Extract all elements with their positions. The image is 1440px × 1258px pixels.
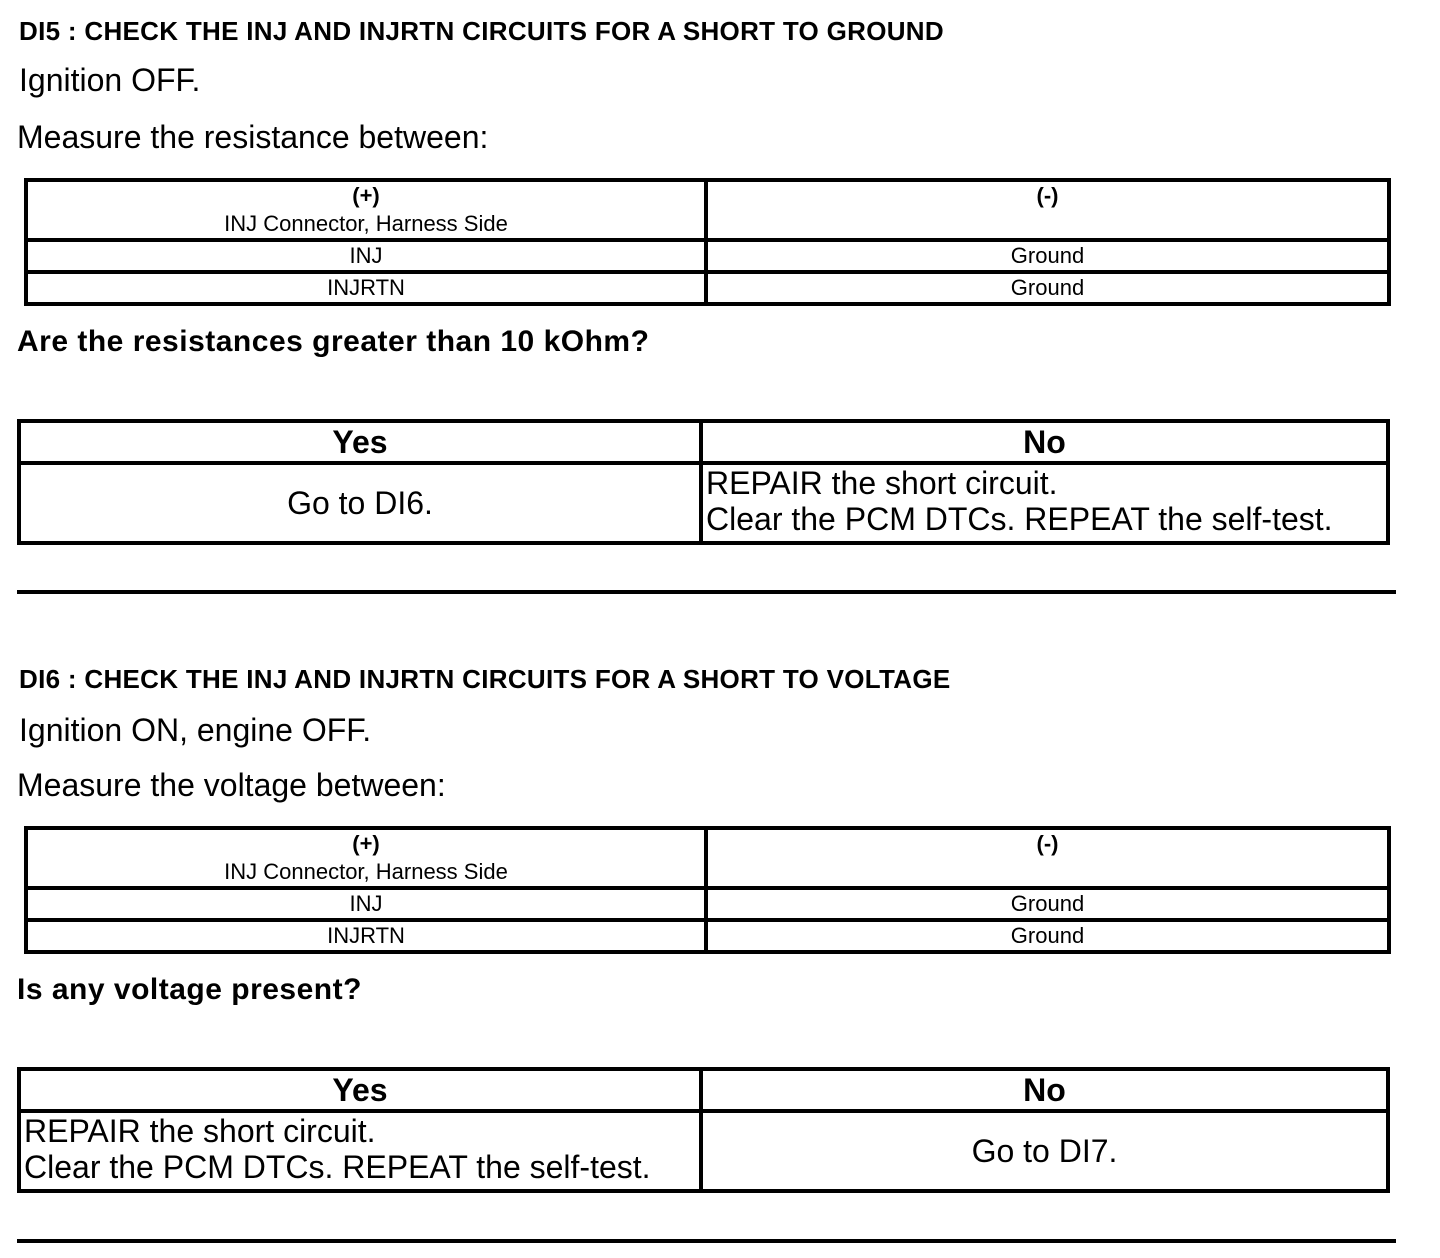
answer-header-row	[19, 421, 1388, 463]
answer-row	[19, 463, 1388, 543]
no-action	[701, 1111, 1388, 1191]
answer-row	[19, 1111, 1388, 1191]
table-row	[26, 240, 1389, 272]
table-row	[26, 272, 1389, 304]
minus-header-cell	[706, 828, 1389, 888]
yes-action-text: Go to DI6.	[287, 484, 433, 521]
di6-title: DI6 : CHECK THE INJ AND INJRTN CIRCUITS FOR A SHORT TO VOLTAGE	[19, 664, 951, 694]
minus-cell: Ground	[706, 920, 1389, 952]
yes-action-line: Clear the PCM DTCs. REPEAT the self-test.	[24, 1149, 651, 1185]
plus-cell: INJ	[26, 888, 706, 920]
table-header-row	[26, 828, 1389, 888]
plus-cell: INJ	[26, 240, 706, 272]
no-action-line: Clear the PCM DTCs. REPEAT the self-test.	[706, 501, 1333, 537]
yes-action-line: REPAIR the short circuit.	[24, 1113, 376, 1149]
di5-step: Ignition OFF.	[19, 62, 201, 98]
minus-cell: Ground	[706, 240, 1389, 272]
answer-header-row	[19, 1069, 1388, 1111]
table-header-row	[26, 180, 1389, 240]
di5-answer-table	[17, 419, 1390, 545]
yes-header: Yes	[19, 1069, 701, 1111]
minus-sign: (-)	[1036, 831, 1059, 856]
table-row	[26, 888, 1389, 920]
no-action-line: REPAIR the short circuit.	[706, 465, 1058, 501]
di5-title: DI5 : CHECK THE INJ AND INJRTN CIRCUITS FOR A SHORT TO GROUND	[19, 16, 944, 46]
plus-sign: (+)	[352, 831, 380, 856]
plus-sub-label: INJ Connector, Harness Side	[224, 211, 508, 236]
no-action-text: Go to DI7.	[971, 1132, 1118, 1169]
di5-measure-table	[24, 178, 1391, 306]
di6-answer-table	[17, 1067, 1390, 1193]
di6-step: Ignition ON, engine OFF.	[19, 712, 372, 748]
di6-measure-table	[24, 826, 1391, 954]
minus-cell: Ground	[706, 272, 1389, 304]
plus-header-cell	[26, 828, 706, 888]
di6-instruction: Measure the voltage between:	[17, 767, 446, 803]
plus-cell: INJRTN	[26, 272, 706, 304]
no-header: No	[701, 1069, 1388, 1111]
plus-sign: (+)	[352, 183, 380, 208]
di5-instruction: Measure the resistance between:	[17, 119, 489, 155]
minus-cell: Ground	[706, 888, 1389, 920]
section-divider	[17, 590, 1396, 594]
di5-question: Are the resistances greater than 10 kOhm?	[17, 325, 650, 358]
minus-sign: (-)	[1036, 183, 1059, 208]
section-divider	[17, 1239, 1396, 1243]
yes-header: Yes	[19, 421, 701, 463]
di6-question: Is any voltage present?	[17, 973, 362, 1006]
no-action	[701, 463, 1388, 543]
table-row	[26, 920, 1389, 952]
plus-header-cell	[26, 180, 706, 240]
plus-cell: INJRTN	[26, 920, 706, 952]
no-header: No	[701, 421, 1388, 463]
minus-header-cell	[706, 180, 1389, 240]
yes-action	[19, 463, 701, 543]
yes-action	[19, 1111, 701, 1191]
plus-sub-label: INJ Connector, Harness Side	[224, 859, 508, 884]
